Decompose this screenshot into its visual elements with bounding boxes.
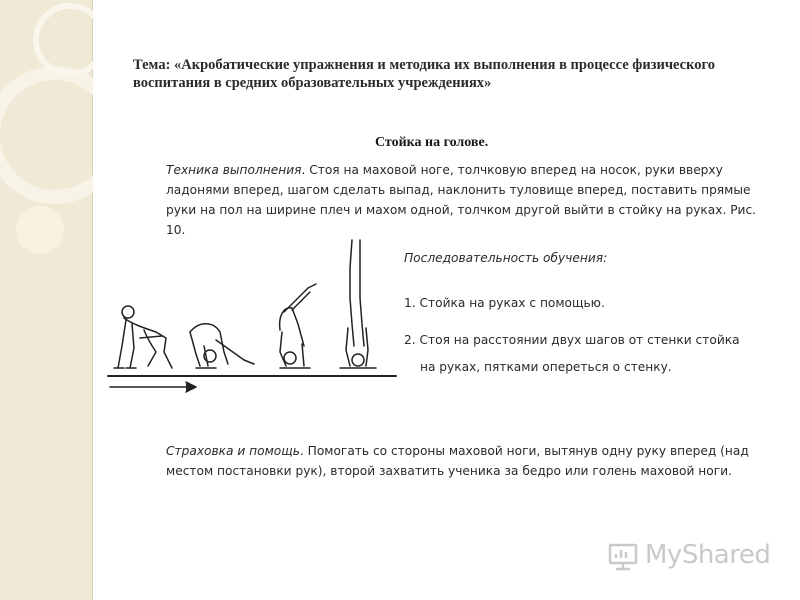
spotting-paragraph xyxy=(166,441,766,481)
section-heading: Стойка на голове. xyxy=(375,135,489,150)
figure-pike xyxy=(280,284,316,368)
large-ring xyxy=(0,73,93,197)
technique-text: . Стоя на маховой ноге, толчковую вперед на носок, руки вверху ладонями вперед, шагом сделать выпад, наклонить туловище вперед, поставить прямые руки на пол на ширине плеч и махом одной, толчком другой выйти в стойку на руках. Рис. 10. xyxy=(166,163,757,237)
sequence-item-2-line1: 2. Стоя на расстоянии двух шагов от стенки стойка xyxy=(404,333,740,347)
figure-handstand xyxy=(340,240,376,368)
sequence-item-2-line2: на руках, пятками опереться о стенку. xyxy=(420,360,672,374)
presentation-board-icon xyxy=(607,539,639,571)
technique-label: Техника выполнения xyxy=(166,163,302,177)
figure-bent xyxy=(190,324,254,368)
arrow-head xyxy=(186,382,196,392)
spotting-text: . Помогать со стороны маховой ноги, вытянув одну руку вперед (над местом постановки рук), второй захватить ученика за бедро или голень маховой ноги. xyxy=(166,444,749,478)
sequence-item-1: 1. Стойка на руках с помощью. xyxy=(404,296,605,310)
sequence-title: Последовательность обучения: xyxy=(404,251,608,265)
small-ring xyxy=(36,6,93,74)
watermark-logo xyxy=(607,538,770,572)
decorative-circles xyxy=(0,0,93,600)
figure-crouch xyxy=(114,306,172,368)
slide-title: Тема: «Акробатические упражнения и методика их выполнения в процессе физического воспитания в средних образовательных учреждениях» xyxy=(133,57,715,91)
handstand-illustration xyxy=(104,228,404,398)
spotting-label: Страховка и помощь xyxy=(166,444,300,458)
soft-disc xyxy=(16,206,64,254)
watermark-text: MyShared xyxy=(645,540,771,570)
